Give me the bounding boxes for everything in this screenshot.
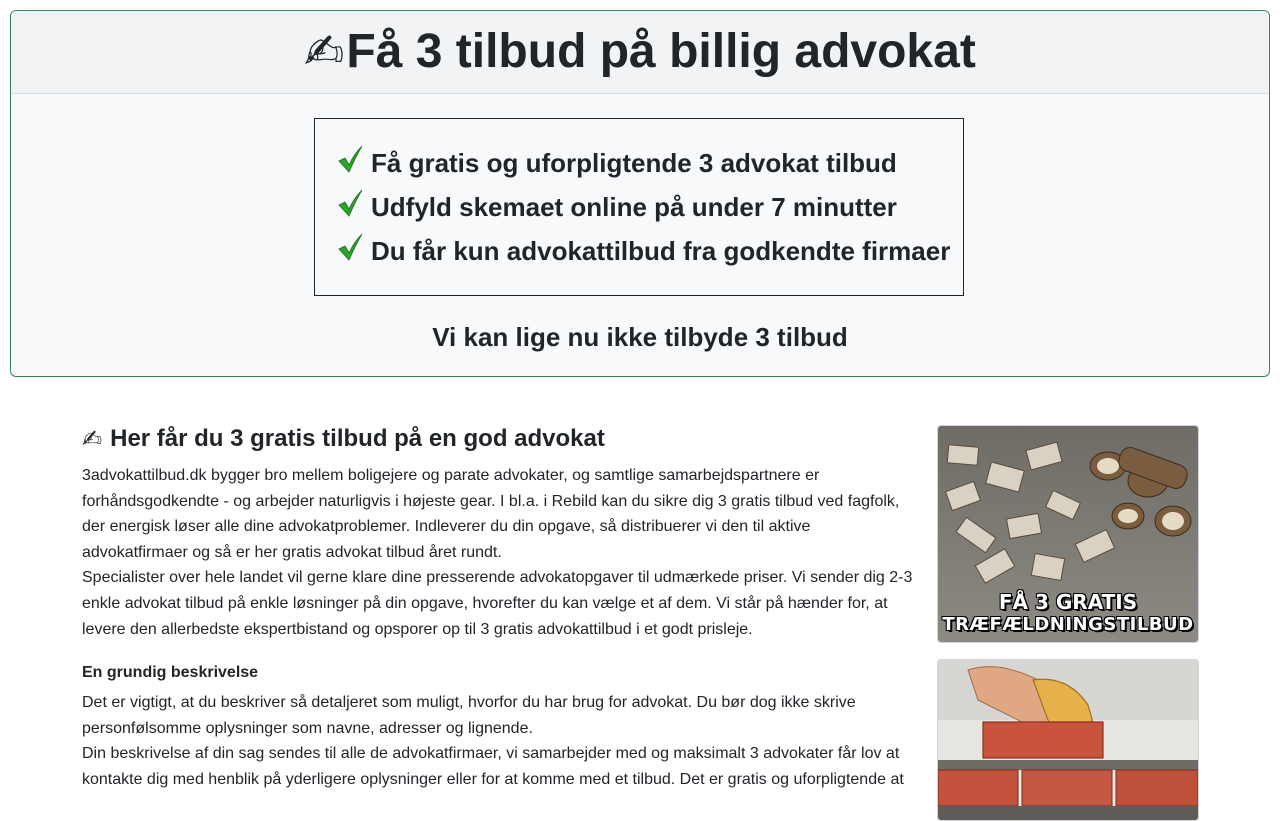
feature-text: Få gratis og uforpligtende 3 advokat tilbud [371,147,897,178]
main-content [82,425,917,793]
image-caption-line2: TRÆFÆLDNINGSTILBUD [942,614,1194,635]
intro-paragraph: 3advokattilbud.dk bygger bro mellem boligejere og parate advokater, og samtlige samarbejdspartnere er forhåndsgodkendte - og arbejder naturligvis i højeste gear. I bl.a. i Rebild kan du sikre dig 3 gratis tilbud ved fagfolk, der energisk løser alle dine advokatproblemer. Indleverer du din opgave, så distribuerer vi den til aktive advokatfirmaer og så er her gratis advokat tilbud året rundt. [82,467,900,561]
page-title [304,24,976,80]
feature-item [337,229,963,273]
firewood-image[interactable] [937,425,1199,643]
image-caption-line1: FÅ 3 GRATIS [998,590,1138,614]
feature-item [337,185,963,229]
feature-text: Du får kun advokattilbud fra godkendte firmaer [371,235,951,266]
feature-item [337,141,963,185]
bricklayer-image[interactable] [937,659,1199,821]
description-paragraph: Det er vigtigt, at du beskriver så detaljeret som muligt, hvorfor du har brug for advokat. Du bør dog ikke skrive personfølsomme oplysninger som navne, adresser og lignende. [82,694,856,737]
hero-panel [10,10,1270,377]
feature-list [314,118,964,296]
checkmark-icon [337,145,363,173]
specialists-paragraph: Specialister over hele landet vil gerne klare dine presserende advokatopgaver til udmærkede priser. Vi sender dig 2-3 enkle advokat tilbud på enkle løsninger på din opgave, hvorefter du kan vælge et af dem. Vi står på hænder for, at levere den allerbedste ekspertbistand og opsporer op til 3 gratis advokattilbud i et godt prisleje. [82,569,913,638]
availability-notice: Vi kan lige nu ikke tilbyde 3 tilbud [432,322,848,352]
process-paragraph: Din beskrivelse af din sag sendes til alle de advokatfirmaer, vi samarbejder med og maksimalt 3 advokater får lov at kontakte dig med henblik på yderligere oplysninger eller for at komme med et tilbud. Det er gratis og uforpligtende at [82,745,904,788]
description-heading: En grundig beskrivelse [82,664,259,682]
hero-header [11,11,1269,94]
feature-text: Udfyld skemaet online på under 7 minutter [371,191,897,222]
section-title [82,425,917,453]
bricklayer-photo [938,660,1198,820]
section-title-text: Her får du 3 gratis tilbud på en god advokat [110,425,605,452]
checkmark-icon [337,233,363,261]
writing-hand-icon: ✍ [304,24,345,80]
checkmark-icon [337,189,363,217]
page-title-text: Få 3 tilbud på billig advokat [346,25,976,78]
writing-hand-icon: ✍ [82,425,103,453]
